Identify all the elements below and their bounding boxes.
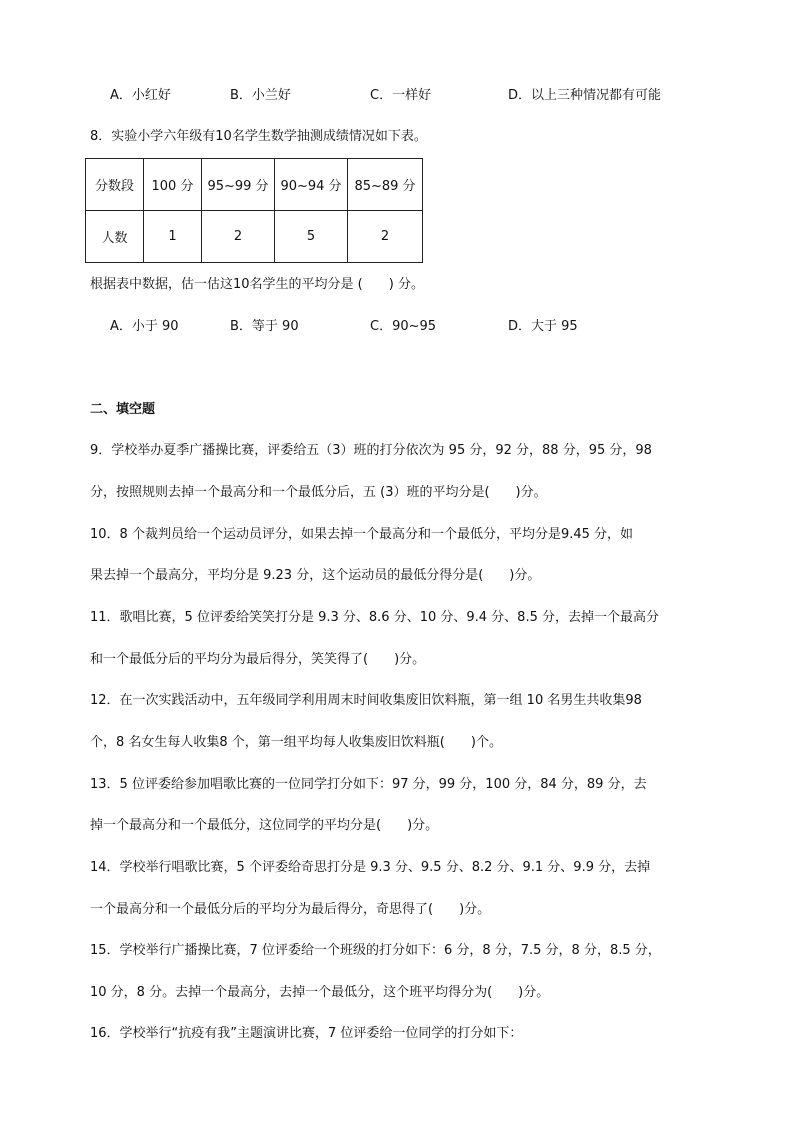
table-cell: 2 — [348, 211, 423, 263]
q8-option-b: B．等于 90 — [230, 319, 299, 334]
q7-option-c: C．一样好 — [370, 88, 432, 103]
question-line: 和一个最低分后的平均分为最后得分，笑笑得了( )分。 — [90, 652, 426, 667]
q7-option-b: B．小兰好 — [230, 88, 291, 103]
question-line: 10 分，8 分。去掉一个最高分，去掉一个最低分，这个班平均得分为( )分。 — [90, 985, 550, 1000]
q8-stem: 8．实验小学六年级有10名学生数学抽测成绩情况如下表。 — [90, 129, 427, 144]
question-line: 16．学校举行“抗疫有我”主题演讲比赛，7 位评委给一位同学的打分如下： — [90, 1026, 523, 1041]
question-line: 14．学校举行唱歌比赛，5 个评委给奇思打分是 9.3 分、9.5 分、8.2 分、9.1 分、9.9 分，去掉 — [90, 860, 651, 875]
section-title: 二、填空题 — [90, 402, 156, 417]
table-cell: 85~89 分 — [348, 159, 423, 211]
question-line: 10．8 个裁判员给一个运动员评分，如果去掉一个最高分和一个最低分，平均分是9.45 分，如 — [90, 527, 634, 542]
q8-option-a: A．小于 90 — [110, 319, 179, 334]
score-table — [85, 158, 423, 263]
q7-option-d: D．以上三种情况都有可能 — [508, 88, 662, 103]
question-line: 一个最高分和一个最低分后的平均分为最后得分，奇思得了( )分。 — [90, 902, 491, 917]
question-line: 果去掉一个最高分，平均分是 9.23 分，这个运动员的最低分得分是( )分。 — [90, 568, 541, 583]
table-cell: 100 分 — [144, 159, 202, 211]
table-cell: 人数 — [86, 211, 144, 263]
question-line: 11．歌唱比赛，5 位评委给笑笑打分是 9.3 分、8.6 分、10 分、9.4 分、8.5 分，去掉一个最高分 — [90, 610, 659, 625]
q8-option-c: C．90~95 — [370, 319, 437, 334]
table-cell: 95~99 分 — [202, 159, 275, 211]
question-line: 分，按照规则去掉一个最高分和一个最低分后，五 (3）班的平均分是( )分。 — [90, 485, 547, 500]
table-cell: 5 — [275, 211, 348, 263]
question-line: 掉一个最高分和一个最低分，这位同学的平均分是( )分。 — [90, 818, 439, 833]
q8-question: 根据表中数据，估一估这10名学生的平均分是 ( ) 分。 — [90, 277, 424, 292]
question-line: 12．在一次实践活动中，五年级同学利用周末时间收集废旧饮料瓶，第一组 10 名男生共收集98 — [90, 693, 642, 708]
q8-option-d: D．大于 95 — [508, 319, 578, 334]
table-cell: 2 — [202, 211, 275, 263]
question-line: 个，8 名女生每人收集8 个，第一组平均每人收集废旧饮料瓶( )个。 — [90, 735, 502, 750]
question-line: 13．5 位评委给参加唱歌比赛的一位同学打分如下：97 分，99 分，100 分，84 分，89 分，去 — [90, 777, 647, 792]
table-cell: 90~94 分 — [275, 159, 348, 211]
table-cell: 1 — [144, 211, 202, 263]
table-cell: 分数段 — [86, 159, 144, 211]
question-line: 15．学校举行广播操比赛，7 位评委给一个班级的打分如下：6 分，8 分，7.5 分，8 分，8.5 分， — [90, 943, 661, 958]
table-row — [86, 211, 423, 263]
table-header-row — [86, 159, 423, 211]
question-line: 9．学校举办夏季广播操比赛，评委给五（3）班的打分依次为 95 分，92 分，88 分，95 分，98 — [90, 443, 652, 458]
q7-option-a: A．小红好 — [110, 88, 171, 103]
